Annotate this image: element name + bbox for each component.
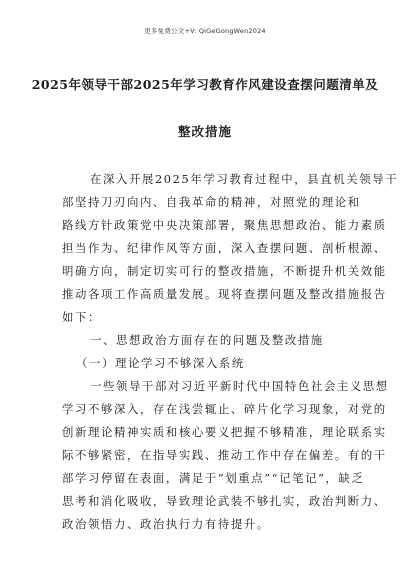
subsection-heading: （一）理论学习不够深入系统 (76, 356, 245, 370)
body-line: 一些领导干部对习近平新时代中国特色社会主义思想 (90, 379, 389, 393)
body-line: 推动各项工作高质量发展。现将查摆问题及整改措施报告 (62, 287, 387, 301)
body-line: 如下： (62, 310, 101, 324)
body-line: 担当作为、纪律作风等方面，深入查摆问题、剖析根源、 (62, 241, 387, 255)
document-title-line-2: 整改措施 (177, 124, 232, 139)
document-title-line-1: 2025年领导干部2025年学习教育作风建设查摆问题清单及 (31, 77, 379, 92)
body-line: 思考和消化吸收，导致理论武装不够扎实，政治判断力、 (62, 494, 387, 508)
section-heading: 一、思想政治方面存在的问题及整改措施 (90, 333, 324, 347)
header-note: 更多免费公文+V: QiGeGongWen2024 (144, 27, 266, 35)
body-line: 在深入开展2025年学习教育过程中，县直机关领导干 (90, 172, 399, 186)
body-line: 明确方向，制定切实可行的整改措施，不断提升机关效能 (62, 264, 387, 278)
body-line: 路线方针政策党中央决策部署，聚焦思想政治、能力素质 (62, 218, 387, 232)
body-line: 部学习停留在表面，满足于”划重点”“记笔记”，缺乏 (62, 471, 365, 485)
body-line: 部坚持刀刃向内、自我革命的精神，对照党的理论和 (62, 195, 361, 209)
body-line: 政治领悟力、政治执行力有待提升。 (62, 517, 270, 531)
body-line: 际不够紧密，在指导实践、推动工作中存在偏差。有的干 (62, 448, 387, 462)
body-line: 创新理论精神实质和核心要义把握不够精准，理论联系实 (62, 425, 387, 439)
body-line: 学习不够深入，存在浅尝辄止、碎片化学习现象，对党的 (62, 402, 387, 416)
